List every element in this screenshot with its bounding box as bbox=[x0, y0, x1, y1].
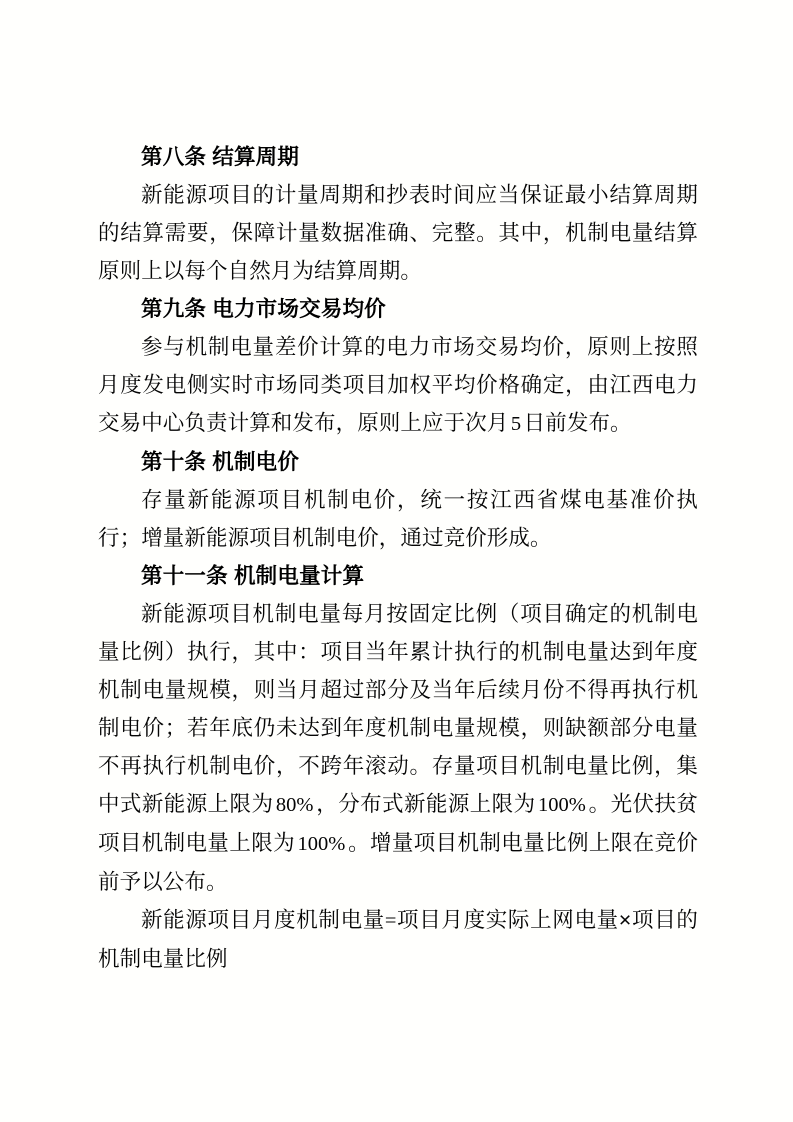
article-8-heading: 第八条 结算周期 bbox=[141, 145, 300, 169]
inline-num-run: 100% bbox=[297, 833, 346, 855]
article-10-heading: 第十条 机制电价 bbox=[141, 450, 300, 474]
inline-num-run: 100% bbox=[538, 794, 586, 816]
article-9-heading: 第九条 电力市场交易均价 bbox=[141, 297, 386, 321]
inline-mult-run: × bbox=[618, 908, 632, 932]
inline-num-run: 80% bbox=[275, 794, 314, 816]
article-10-paragraph: 存量新能源项目机制电价，统一按江西省煤电基准价执行；增量新能源项目机制电价，通过竞价形成。 bbox=[98, 488, 698, 550]
article-9-paragraph: 参与机制电量差价计算的电力市场交易均价，原则上按照月度发电侧实时市场同类项目加权平均价格确定，由江西电力交易中心负责计算和发布，原则上应于次月 5 日前发布。 bbox=[98, 335, 698, 435]
article-11-heading: 第十一条 机制电量计算 bbox=[141, 564, 365, 588]
inline-numtight-run: = bbox=[384, 910, 397, 932]
monthly-formula-paragraph: 新能源项目月度机制电量=项目月度实际上网电量×项目的机制电量比例 bbox=[98, 908, 698, 971]
article-8-paragraph: 新能源项目的计量周期和抄表时间应当保证最小结算周期的结算需要，保障计量数据准确、完整。其中，机制电量结算原则上以每个自然月为结算周期。 bbox=[98, 183, 698, 283]
inline-num-run: 5 bbox=[510, 413, 522, 435]
article-11-paragraph: 新能源项目机制电量每月按固定比例（项目确定的机制电量比例）执行，其中：项目当年累计执行的机制电量达到年度机制电量规模，则当月超过部分及当年后续月份不得再执行机制电价；若年底仍未达到年度机制电量规模，则缺额部分电量不再执行机制电价，不跨年滚动。存量项目机制电量比例，集中式新能源上限为 80% ，分布式新能源上限为 100% 。光伏扶贫项目机制电量上限为 100% 。增量项目机制电量比例上限在竞价前予以公布。 bbox=[98, 602, 698, 894]
document-text-body bbox=[98, 138, 698, 978]
